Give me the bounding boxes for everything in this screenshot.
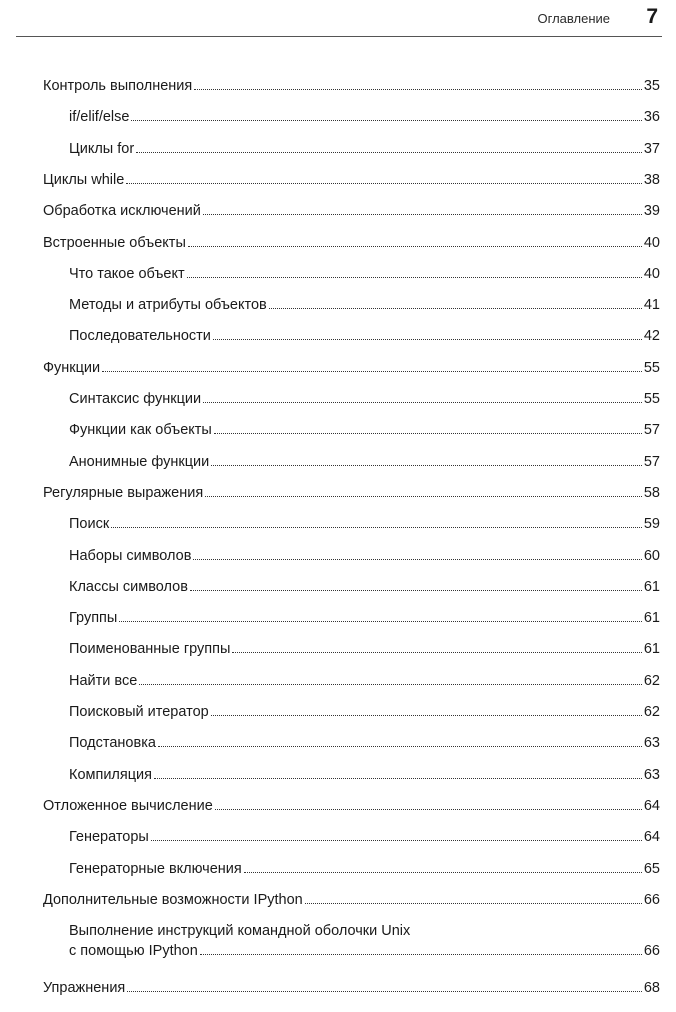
toc-entry-title: Синтаксис функции — [69, 391, 202, 407]
toc-entry-title: Дополнительные возможности IPython — [43, 891, 303, 908]
toc-entry-page: 62 — [643, 704, 660, 720]
header-page-number: 7 — [646, 5, 658, 28]
toc-entry-page: 35 — [643, 78, 660, 94]
toc-entry-title: Что такое объект — [69, 265, 185, 282]
toc-entry-title: if/elif/else — [69, 109, 130, 126]
toc-entry-page: 55 — [643, 391, 660, 407]
toc-entry — [69, 639, 660, 659]
header-rule — [16, 36, 662, 37]
toc-entry — [69, 733, 660, 753]
dot-leader — [154, 778, 642, 779]
toc-entry — [43, 978, 660, 998]
toc-entry — [69, 765, 660, 785]
dot-leader — [211, 465, 642, 466]
toc-entry — [43, 483, 660, 503]
toc-entry-title: Группы — [69, 610, 118, 627]
toc-entry-page: 59 — [643, 516, 660, 533]
toc-entry — [69, 546, 660, 566]
toc-entry-title: Отложенное вычисление — [43, 797, 213, 814]
toc-entry-page: 61 — [643, 610, 660, 627]
toc-entry-page: 65 — [643, 860, 660, 877]
dot-leader — [213, 339, 642, 340]
toc-entry-page: 55 — [643, 359, 660, 376]
toc-entry-page: 61 — [643, 578, 660, 595]
dot-leader — [211, 715, 642, 716]
dot-leader — [214, 433, 642, 434]
toc-entry-title: Подстановка — [69, 735, 156, 752]
toc-entry-title: Встроенные объекты — [43, 234, 186, 251]
dot-leader — [126, 183, 642, 184]
toc-entry-title: Функции как объекты — [69, 422, 212, 439]
toc-entry-page: 37 — [643, 140, 660, 157]
toc-entry-title: Циклы while — [43, 171, 125, 188]
toc-entry — [69, 827, 660, 847]
header-title: Оглавление — [537, 11, 610, 26]
toc-entry-page: 68 — [643, 980, 660, 997]
running-header — [0, 0, 676, 40]
toc-entry-page: 64 — [643, 829, 660, 846]
toc-entry — [69, 859, 660, 879]
toc-entry-page: 40 — [643, 265, 660, 282]
toc-entry-title: Последовательности — [69, 328, 211, 345]
dot-leader — [194, 89, 642, 90]
toc-entry-title: Обработка исключений — [43, 203, 201, 220]
dot-leader — [119, 621, 642, 622]
dot-leader — [200, 954, 642, 955]
toc-entry — [69, 295, 660, 315]
toc-entry-page: 40 — [643, 234, 660, 251]
toc-entry-page: 63 — [643, 766, 660, 783]
toc-entry — [69, 107, 660, 127]
toc-entry-title: Упражнения — [43, 980, 126, 997]
dot-leader — [188, 246, 642, 247]
toc-entry-title: Генераторы — [69, 829, 149, 846]
toc-entry-page: 36 — [643, 109, 660, 126]
dot-leader — [205, 496, 642, 497]
dot-leader — [158, 746, 642, 747]
toc-entry-page: 57 — [643, 453, 660, 470]
toc-entry-page: 64 — [643, 797, 660, 814]
toc-entry — [69, 139, 660, 159]
toc-entry — [69, 452, 660, 472]
toc-entry-page: 41 — [643, 297, 660, 314]
toc-entry-title: Поисковый итератор — [69, 704, 209, 720]
dot-leader — [187, 277, 642, 278]
toc-entry-page: 61 — [643, 641, 660, 658]
toc-entry-title: Циклы for — [69, 140, 135, 157]
toc-entry — [43, 76, 660, 96]
dot-leader — [305, 903, 642, 904]
dot-leader — [193, 559, 641, 560]
dot-leader — [203, 402, 642, 403]
toc-entry-title: Регулярные выражения — [43, 484, 204, 501]
dot-leader — [203, 214, 642, 215]
toc-entry — [69, 577, 660, 597]
toc-entry-page: 42 — [643, 328, 660, 345]
toc-entry-page: 58 — [643, 484, 660, 501]
dot-leader — [127, 991, 642, 992]
toc-entry-title: Классы символов — [69, 578, 188, 595]
toc-entry-page: 63 — [643, 735, 660, 752]
toc-entry-title: Контроль выполнения — [43, 78, 193, 94]
toc-entry — [69, 326, 660, 346]
dot-leader — [269, 308, 642, 309]
toc-entry-page: 66 — [643, 943, 660, 960]
toc-entry — [69, 921, 660, 961]
toc-entry — [69, 420, 660, 440]
toc-entry — [69, 702, 660, 722]
dot-leader — [131, 120, 641, 121]
toc-entry-title: Компиляция — [69, 766, 152, 783]
toc-entry — [69, 389, 660, 409]
toc-entry-title: Методы и атрибуты объектов — [69, 297, 267, 314]
toc-entry-title: Выполнение инструкций командной оболочки Unix — [69, 923, 411, 940]
toc-entry — [43, 358, 660, 378]
toc-entry-title: Наборы символов — [69, 547, 192, 564]
dot-leader — [244, 872, 642, 873]
toc-entry-page: 66 — [643, 891, 660, 908]
toc-entry-title: Найти все — [69, 672, 138, 689]
toc-entry-page: 60 — [643, 547, 660, 564]
dot-leader — [190, 590, 642, 591]
toc-entry-title: Поиск — [69, 516, 110, 533]
toc-entry-title: Анонимные функции — [69, 453, 210, 470]
dot-leader — [139, 684, 642, 685]
toc-entry — [43, 890, 660, 910]
toc-entry — [69, 264, 660, 284]
toc-entry — [43, 170, 660, 190]
toc-entry-page: 57 — [643, 422, 660, 439]
dot-leader — [232, 652, 641, 653]
toc-entry-page: 38 — [643, 171, 660, 188]
toc-entry-page: 62 — [643, 672, 660, 689]
toc-entry-title-continuation: с помощью IPython — [69, 943, 198, 960]
dot-leader — [215, 809, 642, 810]
dot-leader — [136, 152, 642, 153]
toc-entry-title: Функции — [43, 359, 101, 376]
toc-entry — [43, 201, 660, 221]
toc-entry — [43, 233, 660, 253]
dot-leader — [102, 371, 642, 372]
toc-entry-title: Генераторные включения — [69, 860, 242, 877]
toc-entry — [43, 796, 660, 816]
dot-leader — [151, 840, 642, 841]
toc-entry — [69, 608, 660, 628]
toc-entry — [69, 514, 660, 534]
dot-leader — [111, 527, 642, 528]
toc-entry — [69, 671, 660, 691]
toc-entry-title: Поименованные группы — [69, 641, 231, 658]
toc-entry-page: 39 — [643, 203, 660, 220]
